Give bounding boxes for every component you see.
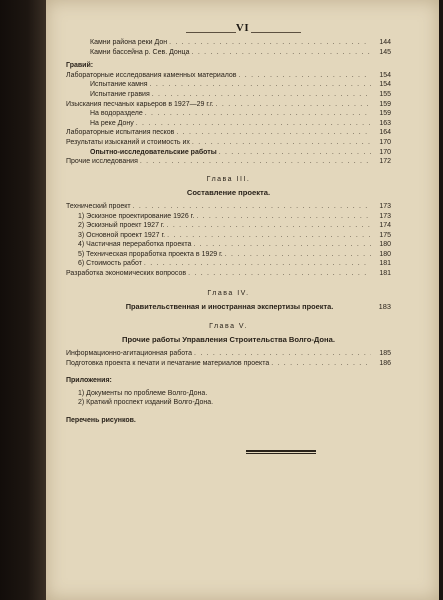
dot-leader	[192, 48, 371, 58]
dot-leader	[196, 212, 371, 222]
toc-entry-label: Опытно-исследовательские работы	[90, 148, 217, 156]
chapter-4-label: Глава IV.	[207, 289, 250, 297]
chapter-4-title: Правительственная и иностранная экспертизы проекта.	[125, 302, 334, 312]
toc-entry-label: 1) Эскизное проектирование 1926 г.	[78, 212, 195, 220]
dot-leader	[167, 231, 371, 241]
toc-entry	[66, 349, 391, 359]
toc-top-section	[66, 38, 391, 57]
toc-entry	[66, 90, 391, 100]
toc-entry	[66, 38, 391, 48]
toc-entry	[66, 128, 391, 138]
toc-entry-page: 172	[379, 158, 391, 166]
toc-entry	[66, 119, 391, 129]
toc-entry-page: 154	[379, 81, 391, 89]
chapter-4-row	[66, 302, 391, 312]
dot-leader	[145, 109, 371, 119]
toc-entry	[66, 269, 391, 279]
toc-entry	[66, 138, 391, 148]
toc-entry-label: Результаты изысканий и стоимость их	[66, 138, 190, 146]
toc-entry-page: 144	[379, 39, 391, 46]
toc-entry-label: На реке Дону	[90, 119, 134, 127]
toc-entry-page: 181	[379, 260, 391, 268]
appendix-item: 1) Документы по проблеме Волго-Дона.	[78, 389, 208, 397]
toc-entry-page: 145	[379, 48, 391, 56]
toc-entry-label: Испытание камня	[90, 81, 148, 89]
dot-leader	[188, 269, 371, 279]
dot-leader	[176, 128, 371, 138]
toc-entry	[66, 157, 391, 167]
toc-entry-label: Информационно-агитационная работа	[66, 350, 193, 358]
toc-entry-label: Изыскания песчаных карьеров в 1927—29 г.г.	[66, 100, 214, 108]
chapter-5-title: Прочие работы Управления Строительства Волго-Дона.	[122, 335, 335, 345]
appendix-section	[66, 389, 391, 408]
toc-entry	[66, 202, 391, 212]
chapter-5-label: Глава V.	[209, 322, 248, 330]
toc-entry-label: 3) Основной проект 1927 г.	[78, 231, 166, 239]
toc-entry-page: 163	[379, 119, 391, 127]
dot-leader	[216, 100, 371, 110]
dot-leader	[239, 71, 372, 81]
toc-entry-page: 174	[379, 222, 391, 230]
gravel-heading: Гравий:	[66, 62, 94, 70]
toc-entry-page: 155	[379, 90, 391, 98]
chapter-3-label: Глава III.	[206, 175, 251, 183]
dot-leader	[169, 38, 371, 48]
toc-entry	[66, 231, 391, 241]
toc-entry-page: 180	[379, 250, 391, 258]
toc-entry-page: 181	[379, 270, 391, 278]
toc-entry-label: 5) Техническая проработка проекта в 1929 г.	[78, 250, 223, 258]
toc-entry-label: Разработка экономических вопросов	[66, 270, 187, 278]
toc-entry-label: Испытание гравия	[90, 90, 150, 98]
dot-leader	[193, 240, 371, 250]
toc-entry	[66, 259, 391, 269]
dot-leader	[192, 138, 371, 148]
dot-leader	[271, 359, 371, 369]
toc-entry-label: Прочие исследования	[66, 158, 138, 166]
toc-entry	[66, 250, 391, 260]
toc-entry-label: Технический проект	[66, 202, 131, 210]
toc-entry	[66, 221, 391, 231]
page-number: VI	[46, 22, 439, 34]
chapter-3-section	[66, 202, 391, 279]
toc-entry-label: Камни района реки Дон	[90, 39, 168, 46]
toc-entry-label: Камни бассейна р. Сев. Донца	[90, 48, 190, 56]
dot-leader	[194, 349, 371, 359]
toc-entry	[66, 80, 391, 90]
dot-leader	[219, 148, 371, 158]
toc-entry-page: 159	[379, 100, 391, 108]
chapter-5-section	[66, 349, 391, 368]
dot-leader	[152, 90, 371, 100]
toc-entry-page: 175	[379, 231, 391, 239]
appendix-heading: Приложения:	[66, 377, 112, 385]
toc-entry-page: 154	[379, 71, 391, 79]
toc-entry-page: 170	[379, 148, 391, 156]
toc-entry-page: 185	[379, 350, 391, 358]
toc-entry-page: 170	[379, 138, 391, 146]
toc-entry-label: Лабораторные испытания песков	[66, 129, 175, 137]
toc-entry	[66, 100, 391, 110]
appendix-item: 2) Краткий проспект изданий Волго-Дона.	[78, 399, 214, 407]
toc-entry	[66, 71, 391, 81]
dot-leader	[133, 202, 371, 212]
figures-heading: Перечень рисунков.	[66, 417, 136, 424]
toc-entry-page: 186	[379, 359, 391, 367]
toc-entry-page: 164	[379, 129, 391, 137]
dot-leader	[150, 80, 371, 90]
toc-entry-label: 6) Стоимость работ	[78, 260, 142, 268]
toc-entry	[66, 109, 391, 119]
toc-entry	[66, 212, 391, 222]
toc-entry	[66, 48, 391, 58]
toc-entry-page: 173	[379, 212, 391, 220]
book-spine-shadow	[0, 0, 46, 600]
toc-entry-label: 4) Частичная переработка проекта	[78, 241, 192, 249]
toc-entry-label: Лабораторные исследования каменных материалов	[66, 71, 237, 79]
toc-entry-label: На водоразделе	[90, 110, 143, 118]
closing-rule-thin	[246, 453, 316, 454]
toc-entry-label: Подготовка проекта к печати и печатание материалов проекта	[66, 359, 270, 367]
toc-entry	[66, 359, 391, 369]
dot-leader	[225, 250, 371, 260]
dot-leader	[144, 259, 371, 269]
toc-entry-page: 173	[379, 202, 391, 210]
toc-entry-page: 159	[379, 110, 391, 118]
toc-entry-label: 2) Эскизный проект 1927 г.	[78, 222, 165, 230]
toc-entry	[66, 240, 391, 250]
dot-leader	[167, 221, 371, 231]
dot-leader	[136, 119, 371, 129]
closing-rule	[246, 450, 316, 452]
toc-entry	[66, 148, 391, 158]
chapter-3-title: Составление проекта.	[186, 188, 271, 198]
dot-leader	[140, 157, 371, 167]
toc-entry-page: 180	[379, 241, 391, 249]
table-of-contents	[66, 38, 391, 426]
gravel-section	[66, 71, 391, 167]
chapter-4-page: 183	[378, 302, 391, 312]
